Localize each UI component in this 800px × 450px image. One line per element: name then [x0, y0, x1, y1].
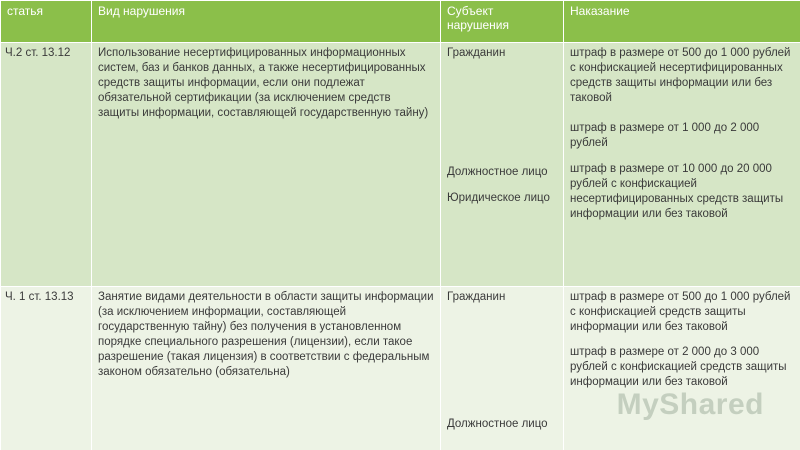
subject-item: Гражданин — [447, 291, 506, 303]
header-subject-line1: Субъект — [447, 4, 494, 18]
penalty-item: штраф в размере от 2 000 до 3 000 рублей с конфискацией средств защиты информации или без таковой — [570, 346, 787, 388]
penalty-item: штраф в размере от 500 до 1 000 рублей с конфискацией несертифицированных средств защиты информации или без таковой — [570, 47, 791, 104]
watermark: MyShared — [616, 388, 764, 421]
header-violation: Вид нарушения — [92, 1, 441, 43]
penalty-cell — [564, 43, 800, 287]
penalty-item: штраф в размере от 10 000 до 20 000 рублей с конфискацией несертифицированных средств защиты информации или без таковой — [570, 163, 784, 220]
penalty-item: штраф в размере от 500 до 1 000 рублей с конфискацией средств защиты информации или без таковой — [570, 291, 791, 333]
violation-cell: Занятие видами деятельности в области защиты информации (за исключением информации, составляющей государственную тайну) без получения в установленном порядке специального разрешения (лицензии), если такое разрешение (такая лицензия) в соответствии с федеральным законом обязательно (обязательна) — [92, 287, 441, 450]
subject-cell — [441, 287, 564, 450]
subject-cell — [441, 43, 564, 287]
subject-item: Юридическое лицо — [447, 192, 550, 204]
penalty-cell — [564, 287, 800, 450]
header-subject-line2: нарушения — [447, 18, 509, 32]
subject-item: Должностное лицо — [447, 418, 548, 430]
article-cell: Ч. 1 ст. 13.13 — [1, 287, 92, 450]
table-row — [1, 287, 800, 450]
header-article: статья — [1, 1, 92, 43]
header-penalty: Наказание — [564, 1, 800, 43]
table-row — [1, 43, 800, 287]
header-subject — [441, 1, 564, 43]
subject-item: Должностное лицо — [447, 166, 548, 178]
table-header-row — [1, 1, 800, 43]
subject-item: Гражданин — [447, 47, 506, 59]
violation-cell: Использование несертифицированных информационных систем, баз и банков данных, а также несертифицированных средств защиты информации, если они подлежат обязательной сертификации (за исключением средств защиты информации, составляющей государственную тайну) — [92, 43, 441, 287]
penalty-item: штраф в размере от 1 000 до 2 000 рублей — [570, 122, 760, 149]
article-cell: Ч.2 ст. 13.12 — [1, 43, 92, 287]
